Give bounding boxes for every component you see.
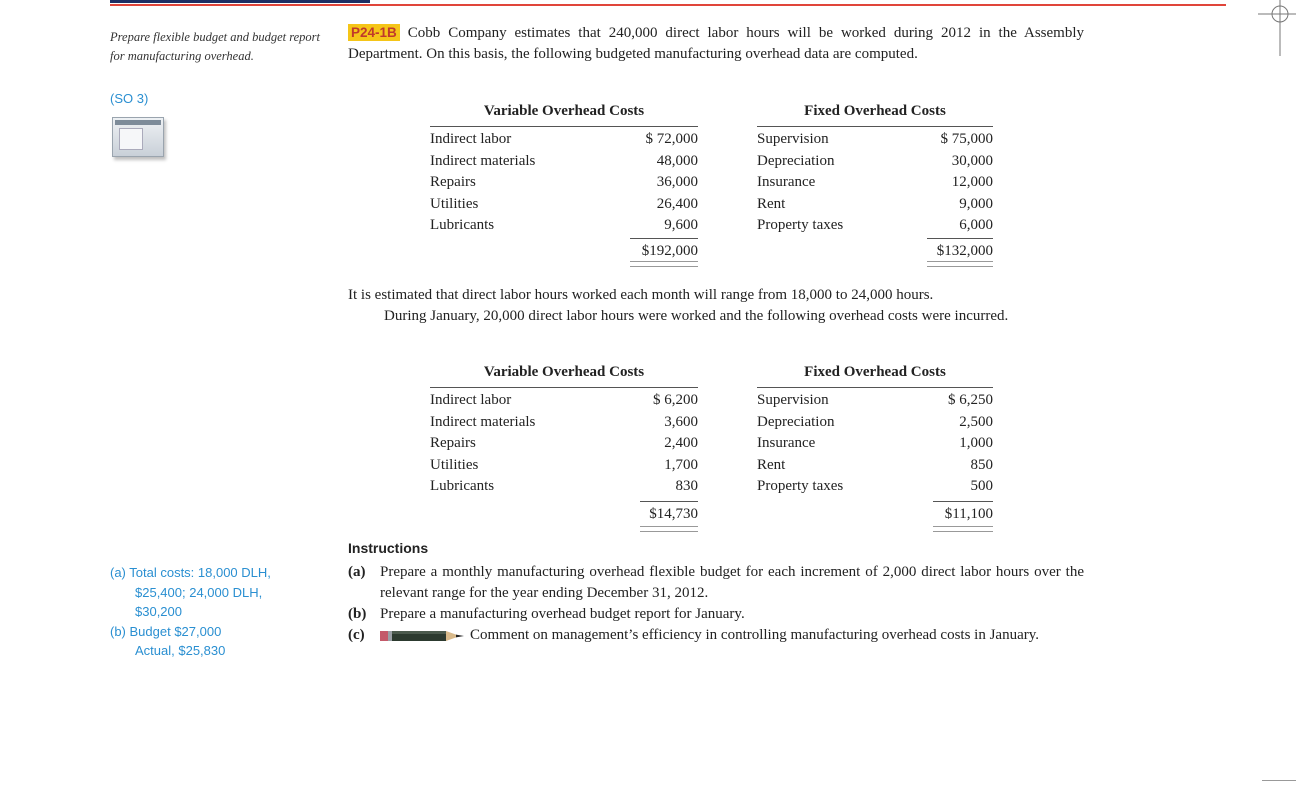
total-rule	[640, 501, 698, 502]
row-amount: 12,000	[951, 174, 993, 190]
registration-mark-icon	[1258, 0, 1296, 56]
variable-total: $14,730	[649, 506, 698, 522]
double-underline	[933, 526, 993, 532]
row-label: Indirect materials	[430, 152, 536, 169]
row-amount: 30,000	[951, 152, 993, 169]
instruction-c	[348, 625, 1084, 646]
table-row	[430, 433, 698, 454]
problem-intro	[348, 23, 1084, 65]
row-label: Indirect materials	[430, 413, 536, 430]
variable-total: $192,000	[641, 243, 698, 259]
header-underline	[757, 387, 993, 388]
row-amount: 3,600	[664, 413, 698, 430]
table-row	[430, 172, 698, 193]
header-underline	[430, 387, 698, 388]
row-label: Insurance	[757, 435, 816, 451]
fixed-total: $132,000	[936, 243, 993, 259]
pencil-icon	[380, 629, 464, 643]
row-label: Supervision	[757, 392, 829, 408]
variable-header: Variable Overhead Costs	[483, 364, 645, 380]
answer-b-line1: (b) Budget $27,000	[110, 623, 222, 639]
table-row	[757, 194, 993, 215]
row-amount: 1,000	[959, 435, 993, 451]
row-amount: $ 72,000	[645, 131, 698, 147]
total-rule	[927, 238, 993, 239]
table-row	[430, 412, 698, 433]
table-row	[430, 194, 698, 215]
table-row	[757, 455, 993, 476]
header-underline	[757, 126, 993, 127]
row-amount: $ 6,250	[948, 392, 993, 408]
table-row	[430, 151, 698, 172]
table-row	[430, 129, 698, 150]
row-label: Utilities	[430, 456, 479, 473]
margin-rule	[1262, 780, 1296, 781]
table-row	[757, 412, 993, 433]
table-row	[430, 455, 698, 476]
row-label: Lubricants	[430, 217, 495, 233]
instruction-a	[348, 562, 1084, 604]
table-row	[430, 390, 698, 411]
total-rule	[630, 238, 698, 239]
row-label: Insurance	[757, 174, 816, 190]
variable-header: Variable Overhead Costs	[483, 103, 645, 119]
row-label: Rent	[757, 456, 786, 473]
problem-intro-text: Cobb Company estimates that 240,000 direct labor hours will be worked during 2012 in the Assembly Department. On this basis, the following budgeted manufacturing overhead data are computed.	[348, 25, 1084, 62]
row-amount: 1,700	[664, 456, 698, 473]
table-row	[757, 151, 993, 172]
row-amount: 26,400	[656, 195, 698, 212]
row-amount: 9,000	[959, 195, 993, 212]
row-label: Property taxes	[757, 217, 844, 233]
row-label: Depreciation	[757, 413, 835, 430]
row-amount: $ 75,000	[940, 131, 993, 147]
header-rule	[110, 4, 1226, 6]
spreadsheet-thumbnail-icon	[112, 117, 164, 157]
january-text: During January, 20,000 direct labor hours were worked and the following overhead costs were incurred.	[384, 308, 1009, 324]
table-row	[430, 215, 698, 236]
answer-a-line3: $30,200	[135, 604, 182, 619]
row-amount: 2,400	[664, 435, 698, 451]
instruction-b	[348, 604, 1084, 625]
header-underline	[430, 126, 698, 127]
instruction-label: (b)	[348, 606, 367, 622]
fixed-total: $11,100	[944, 506, 993, 522]
fixed-header: Fixed Overhead Costs	[804, 364, 946, 380]
fixed-header: Fixed Overhead Costs	[804, 103, 946, 119]
double-underline	[630, 261, 698, 267]
row-label: Repairs	[430, 435, 476, 451]
table-row	[757, 433, 993, 454]
total-rule	[933, 501, 993, 502]
row-label: Supervision	[757, 131, 829, 147]
row-label: Property taxes	[757, 478, 844, 494]
table-row	[757, 172, 993, 193]
row-amount: 9,600	[664, 217, 698, 233]
learning-objective: Prepare flexible budget and budget report for manufacturing overhead.	[110, 30, 321, 63]
instruction-text: Comment on management’s efficiency in controlling manufacturing overhead costs in January.	[470, 627, 1040, 643]
table-row	[757, 129, 993, 150]
budget-overhead-table	[430, 103, 995, 263]
row-amount: 36,000	[656, 174, 698, 190]
row-amount: 830	[675, 478, 698, 494]
row-label: Utilities	[430, 195, 479, 212]
row-label: Rent	[757, 195, 786, 212]
table-row	[757, 476, 993, 497]
row-amount: $ 6,200	[653, 392, 698, 408]
instruction-label: (a)	[348, 564, 366, 580]
check-figures	[110, 563, 330, 661]
problem-id-badge: P24-1B	[348, 24, 400, 41]
table-row	[757, 215, 993, 236]
row-amount: 850	[970, 456, 993, 473]
row-label: Depreciation	[757, 152, 835, 169]
instructions-heading: Instructions	[348, 540, 429, 556]
row-label: Repairs	[430, 174, 476, 190]
instruction-label: (c)	[348, 627, 365, 643]
table-row	[757, 390, 993, 411]
study-objective-tag: (SO 3)	[110, 91, 149, 106]
row-amount: 48,000	[656, 152, 698, 169]
actual-overhead-table	[430, 364, 995, 539]
row-amount: 6,000	[959, 217, 993, 233]
double-underline	[927, 261, 993, 267]
instruction-text: Prepare a manufacturing overhead budget report for January.	[380, 606, 745, 622]
problem-body	[348, 285, 1084, 327]
answer-a-line1: (a) Total costs: 18,000 DLH,	[110, 565, 271, 580]
answer-b-line2: Actual, $25,830	[135, 643, 226, 658]
row-label: Lubricants	[430, 478, 495, 494]
instructions-list	[348, 562, 1084, 646]
instruction-text: Prepare a monthly manufacturing overhead flexible budget for each increment of 2,000 direct labor hours over the relevant range for the year ending December 31, 2012.	[380, 564, 1084, 601]
header-rule-dark	[110, 0, 370, 3]
row-label: Indirect labor	[430, 392, 512, 408]
double-underline	[640, 526, 698, 532]
table-row	[430, 476, 698, 497]
range-text: It is estimated that direct labor hours worked each month will range from 18,000 to 24,000 hours.	[348, 287, 934, 303]
answer-a-line2: $25,400; 24,000 DLH,	[135, 584, 263, 600]
row-label: Indirect labor	[430, 131, 512, 147]
row-amount: 2,500	[959, 413, 993, 430]
row-amount: 500	[970, 478, 993, 494]
